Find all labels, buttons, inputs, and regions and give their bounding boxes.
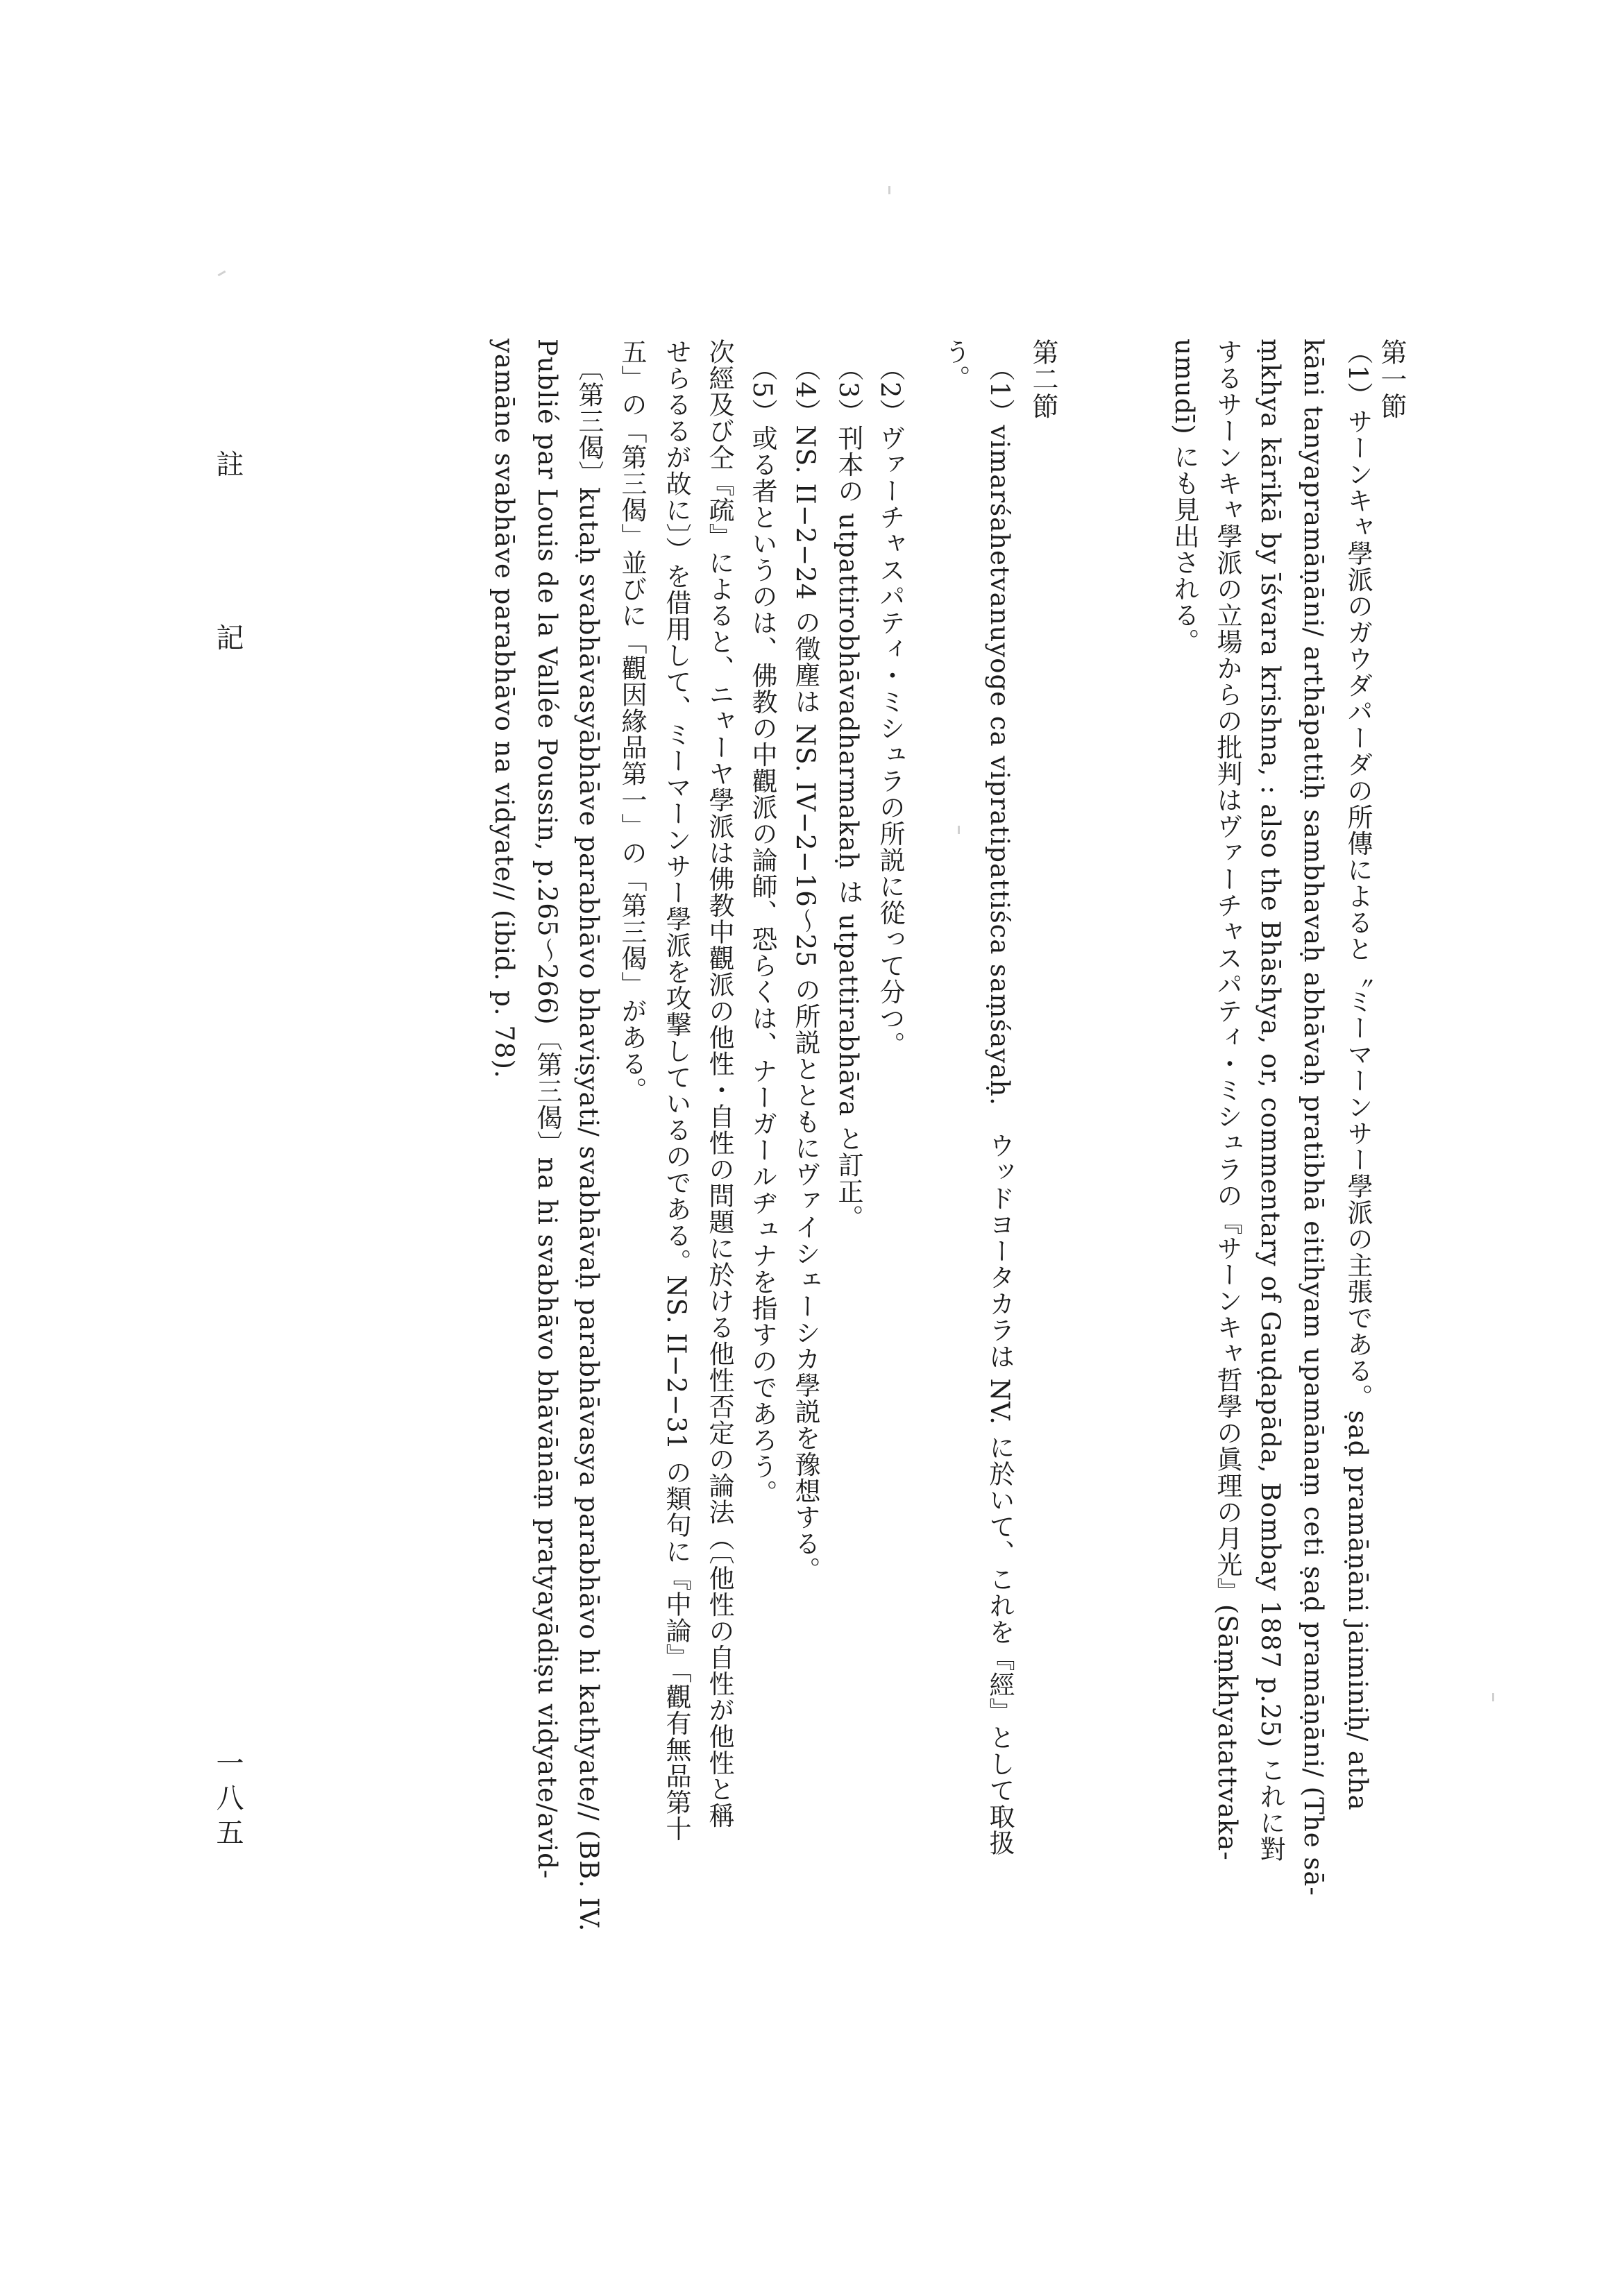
scan-speck [218, 271, 226, 277]
running-head-char: 註 [212, 450, 244, 478]
note-line: せらるるが故に〕）を借用して、ミーマーンサー學派を攻撃しているのである。NS. II−2−31 の類句に『中論』「觀有無品第十 [661, 339, 691, 1842]
note-line: するサーンキャ學派の立場からの批判はヴァーチャスパティ・ミシュラの『サーンキャ哲學の眞理の月光』(Sāṃkhyatattvaka- [1212, 339, 1242, 1861]
note-line: （1）vimarśahetvanuyoge ca vipratipattiśca saṃśayaḥ. ウッドヨータカラは NV. に於いて、これを『經』として取扱 [985, 355, 1015, 1856]
note-line: う。 [940, 339, 970, 391]
section-heading-2: 第二節 [1028, 339, 1058, 420]
page-number: 一八五 [212, 1749, 244, 1853]
note-line: 〔第三偈〕kutaḥ svabhāvasyābhāve parabhāvo bhaviṣyati/ svabhāvaḥ parabhāvasya parabhāvo hi kathyate// (BB. IV. [574, 355, 604, 1932]
note-line: umudī) にも見出される。 [1169, 339, 1199, 655]
note-line: ṃkhya kārikā by īśvara krishna, : also the Bhāshya, or, commentary of Gauḍapāda, Bombay 1887 p.25) これに對 [1255, 339, 1285, 1863]
running-head-char: 記 [212, 623, 244, 652]
note-line: 次經及び仝『疏』によると、ニャーヤ學派は佛教中觀派の他性・自性の問題に於ける他性否定の論法（〔他性の自性が他性と稱 [704, 339, 734, 1829]
note-line: （1）サーンキャ學派のガウダパーダの所傳によると〝ミーマーンサー學派の主張である。ṣaḍ pramāṇāni jaiminiḥ/ atha [1343, 339, 1373, 1811]
note-line: Publié par Louis de la Vallée Poussin, p.265〜266)〔第三偈〕na hi svabhāvo bhāvānāṃ pratyayādiṣu vidyate/avid- [532, 339, 562, 1880]
note-line: （3）刊本の utpattirobhāvadharmakaḥ は utpattirabhāva と訂正。 [834, 355, 863, 1232]
note-line: kāni tanyapramāṇāni/ arthāpattiḥ sambhavaḥ abhāvaḥ pratibhā eitihyam upamānaṃ ceti ṣaḍ pramāṇāni/ (The sā- [1299, 339, 1328, 1896]
note-line: （2）ヴァーチャスパティ・ミシュラの所説に從って分つ。 [875, 355, 905, 1058]
note-line: 五」の「第三偈」並びに「觀因緣品第一」の「第三偈」がある。 [617, 339, 647, 1103]
section-heading-1: 第一節 [1376, 339, 1407, 420]
note-line: （5）或る者というのは、佛教の中觀派の論師、恐らくは、ナーガールヂュナを指すのであろう。 [747, 355, 777, 1506]
note-line: yamāne svabhāve parabhāvo na vidyate// (ibid. p. 78). [489, 339, 519, 1079]
scan-speck [958, 826, 960, 834]
scan-speck [1492, 1693, 1494, 1701]
note-line: （4）NS. II−2−24 の徵塵は NS. IV−2−16〜25 の所説とともにヴァイシェーシカ學説を豫想する。 [790, 355, 820, 1583]
scan-speck [888, 186, 890, 194]
